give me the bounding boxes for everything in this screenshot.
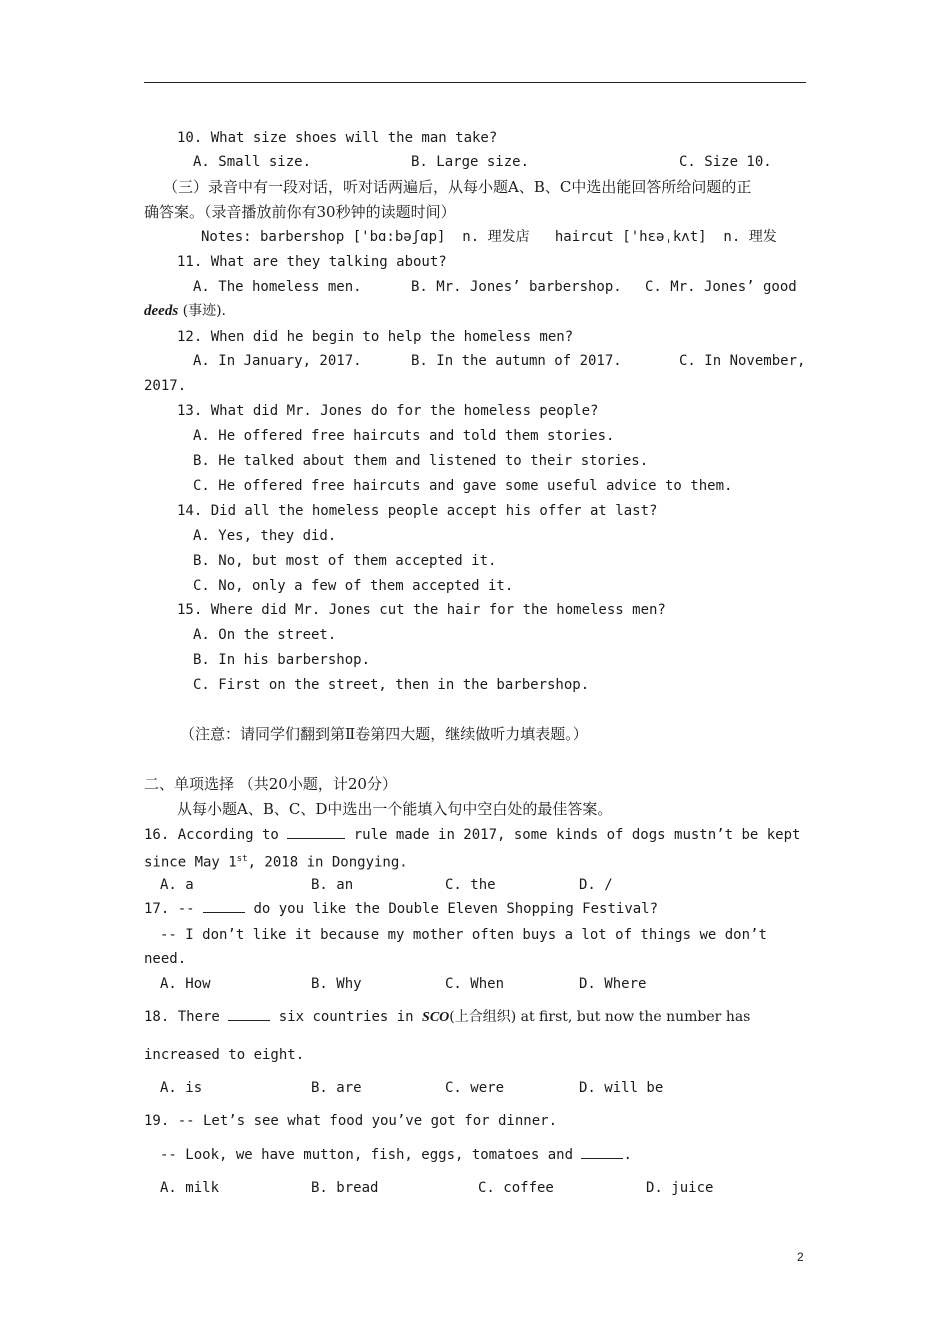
header-rule: [144, 82, 806, 83]
q19-blank: [581, 1146, 623, 1159]
q13-stem: 13. What did Mr. Jones do for the homeless people?: [177, 403, 599, 419]
q16-option-c: C. the: [445, 877, 496, 893]
q19-line2-a: -- Look, we have mutton, fish, eggs, tomatoes and: [160, 1147, 574, 1163]
q11-option-a: A. The homeless men.: [193, 279, 362, 295]
q14-option-c: C. No, only a few of them accepted it.: [193, 578, 514, 594]
q12-option-c-continued: 2017.: [144, 378, 187, 394]
q15-option-c: C. First on the street, then in the barbershop.: [193, 677, 590, 693]
q17-stem-line1: [144, 900, 658, 918]
q16-part2: rule made in 2017, some kinds of dogs mustn’t be kept: [353, 827, 801, 843]
q18-blank: [228, 1008, 270, 1021]
q14-option-b: B. No, but most of them accepted it.: [193, 553, 497, 569]
q17-part2: do you like the Double Eleven Shopping Festival?: [253, 901, 659, 917]
q11-stem: 11. What are they talking about?: [177, 254, 447, 270]
q16-option-a: A. a: [160, 877, 194, 893]
q19-option-d: D. juice: [646, 1180, 714, 1196]
q16-stem-line2: [144, 850, 408, 872]
part2-title: 二、单项选择 （共20小题，计20分）: [144, 775, 397, 793]
q16-stem-line1: [144, 826, 800, 844]
q10-stem: 10. What size shoes will the man take?: [177, 130, 498, 146]
q18-part2: six countries in: [278, 1009, 414, 1025]
q12-option-c: C. In November,: [679, 353, 806, 369]
q11-option-b: B. Mr. Jones’ barbershop.: [411, 279, 622, 295]
q13-option-b: B. He talked about them and listened to their stories.: [193, 453, 649, 469]
deeds-word: deeds: [144, 303, 179, 319]
q18-option-b: B. are: [311, 1080, 362, 1096]
q12-option-b: B. In the autumn of 2017.: [411, 353, 622, 369]
q16-option-d: D. /: [579, 877, 613, 893]
q18-option-a: A. is: [160, 1080, 203, 1096]
q19-option-a: A. milk: [160, 1180, 220, 1196]
notice-text: （注意：请同学们翻到第Ⅱ卷第四大题，继续做听力填表题。）: [180, 725, 588, 743]
q19-option-c: C. coffee: [478, 1180, 554, 1196]
q17-part1: 17. --: [144, 901, 195, 917]
q15-option-a: A. On the street.: [193, 627, 337, 643]
deeds-gloss: (事迹).: [178, 303, 226, 319]
q17-option-c: C. When: [445, 976, 505, 992]
q18-part1: 18. There: [144, 1009, 220, 1025]
q16-option-b: B. an: [311, 877, 354, 893]
q19-line2-b: .: [623, 1147, 632, 1163]
section3-instruction-line1: （三）录音中有一段对话，听对话两遍后，从每小题A、B、C中选出能回答所给问题的正: [163, 178, 752, 196]
q17-option-a: A. How: [160, 976, 211, 992]
q10-option-c: C. Size 10.: [679, 154, 772, 170]
q15-stem: 15. Where did Mr. Jones cut the hair for the homeless men?: [177, 602, 666, 618]
q10-option-b: B. Large size.: [411, 154, 530, 170]
q14-stem: 14. Did all the homeless people accept his offer at last?: [177, 503, 658, 519]
q14-option-a: A. Yes, they did.: [193, 528, 337, 544]
q16-superscript: st: [236, 854, 248, 864]
q15-option-b: B. In his barbershop.: [193, 652, 371, 668]
part2-instruction: 从每小题A、B、C、D中选出一个能填入句中空白处的最佳答案。: [177, 800, 613, 818]
q17-blank: [203, 900, 245, 913]
q13-option-a: A. He offered free haircuts and told them stories.: [193, 428, 615, 444]
q11-option-c: C. Mr. Jones’ good: [645, 279, 797, 295]
q10-option-a: A. Small size.: [193, 154, 312, 170]
q11-option-c-continued: [144, 302, 226, 320]
q16-line2-a: since May 1: [144, 854, 237, 871]
q19-option-b: B. bread: [311, 1180, 379, 1196]
q12-option-a: A. In January, 2017.: [193, 353, 362, 369]
page-number: 2: [797, 1250, 804, 1264]
q18-option-d: D. will be: [579, 1080, 664, 1096]
q18-stem-line2: increased to eight.: [144, 1047, 305, 1063]
q17-option-d: D. Where: [579, 976, 647, 992]
q16-blank: [287, 826, 345, 839]
q18-part3: (上合组织) at first, but now the number has: [449, 1009, 751, 1025]
q16-line2-b: , 2018 in Dongying.: [247, 854, 408, 871]
q19-stem-line1: 19. -- Let’s see what food you’ve got for dinner.: [144, 1113, 558, 1129]
section3-instruction-line2: 确答案。（录音播放前你有30秒钟的读题时间）: [144, 203, 456, 221]
q12-stem: 12. When did he begin to help the homeless men?: [177, 329, 574, 345]
q17-option-b: B. Why: [311, 976, 362, 992]
q18-abbreviation: SCO: [422, 1010, 450, 1025]
q18-option-c: C. were: [445, 1080, 505, 1096]
vocab-notes: Notes: barbershop ['bɑ:bəʃɑp] n. 理发店 haircut ['hɛəˌkʌt] n. 理发: [201, 229, 777, 245]
q17-stem-line2: -- I don’t like it because my mother often buys a lot of things we don’t: [160, 927, 767, 943]
q18-stem-line1: [144, 1008, 750, 1027]
q16-part1: 16. According to: [144, 827, 279, 843]
q17-stem-line3: need.: [144, 951, 187, 967]
q13-option-c: C. He offered free haircuts and gave some useful advice to them.: [193, 478, 733, 494]
q19-stem-line2: [160, 1146, 632, 1164]
